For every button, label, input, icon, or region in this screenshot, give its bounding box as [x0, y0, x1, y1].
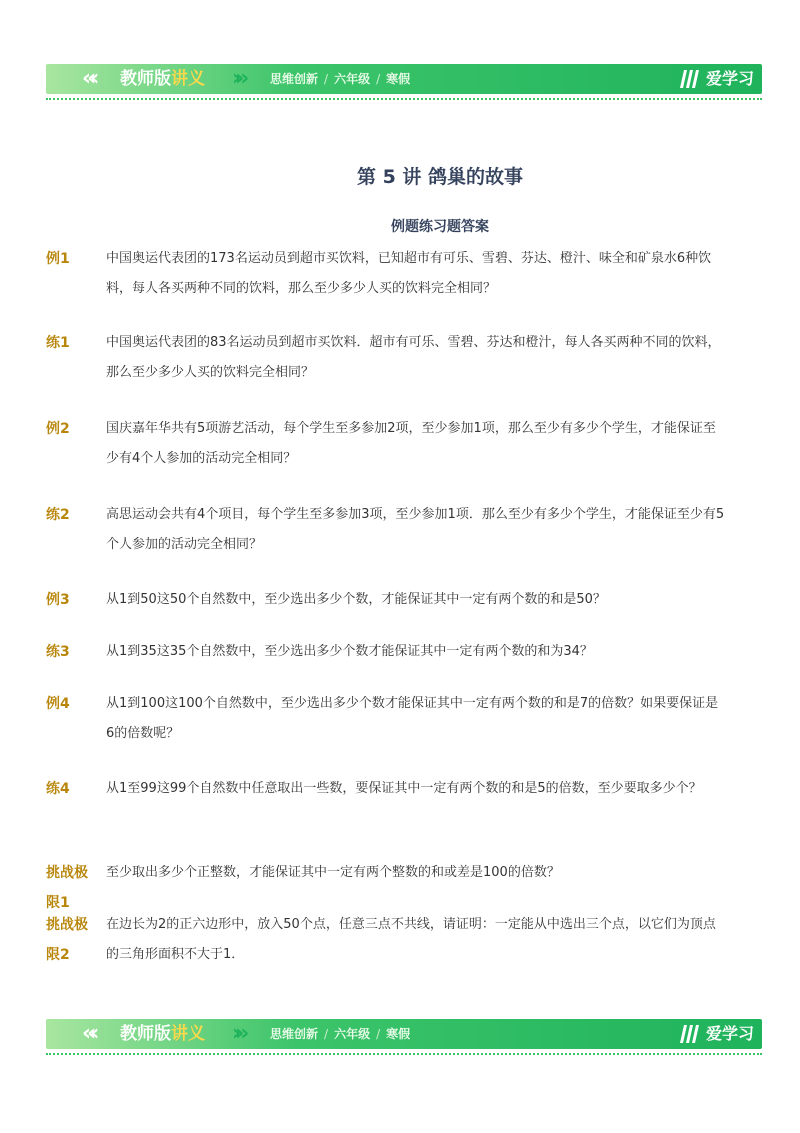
problem-text: 中国奥运代表团的83名运动员到超市买饮料．超市有可乐、雪碧、芬达和橙汁，每人各买两种不同的饮料，那么至少多少人买的饮料完全相同？	[106, 335, 721, 380]
breadcrumb-item: 寒假	[386, 1027, 411, 1041]
page-subtitle: 例题练习题答案	[391, 219, 489, 235]
breadcrumb-item: 思维创新	[270, 1027, 319, 1041]
edition-label	[120, 68, 205, 90]
brand-name: 爱学习	[705, 69, 754, 88]
problem-label: 例4	[46, 696, 70, 712]
edition-suffix: 讲义	[171, 69, 205, 89]
edition-prefix: 教师版	[120, 1024, 171, 1044]
footer-banner	[46, 1019, 762, 1049]
edition-prefix: 教师版	[120, 69, 171, 89]
double-chevron-right-icon: ›»	[232, 1021, 244, 1046]
problem-label: 例3	[46, 592, 70, 608]
breadcrumb-item: 寒假	[386, 72, 411, 86]
breadcrumb-separator: /	[324, 72, 329, 86]
problem-label: 例2	[46, 421, 70, 437]
breadcrumb	[270, 70, 410, 88]
problem-label: 练3	[46, 644, 70, 660]
problem-text: 在边长为2的正六边形中，放入50个点，任意三点不共线，请证明：一定能从中选出三个点，以它们为顶点的三角形面积不大于1．	[106, 917, 716, 962]
problem-label: 练1	[46, 335, 70, 351]
breadcrumb-separator: /	[376, 1027, 381, 1041]
double-chevron-right-icon: ›»	[232, 66, 244, 91]
problem-label: 例1	[46, 251, 70, 267]
breadcrumb-item: 思维创新	[270, 72, 319, 86]
problem-label: 练4	[46, 781, 70, 797]
header-dotted-divider	[46, 98, 762, 100]
brand-logo	[678, 1022, 754, 1046]
problem-text: 至少取出多少个正整数，才能保证其中一定有两个整数的和或差是100的倍数？	[106, 865, 560, 880]
header-banner	[46, 64, 762, 94]
breadcrumb-item: 六年级	[334, 1027, 371, 1041]
problem-text: 中国奥运代表团的173名运动员到超市买饮料，已知超市有可乐、雪碧、芬达、橙汁、味全和矿泉水6种饮料，每人各买两种不同的饮料，那么至少多少人买的饮料完全相同？	[106, 251, 712, 296]
problem-label: 挑战极限1	[46, 865, 88, 911]
double-chevron-left-icon: «‹	[82, 1021, 94, 1046]
edition-label	[120, 1023, 205, 1045]
brand-mark-icon	[678, 1023, 702, 1045]
problem-text: 国庆嘉年华共有5项游艺活动，每个学生至多参加2项，至少参加1项，那么至少有多少个学生，才能保证至少有4个人参加的活动完全相同？	[106, 421, 716, 466]
brand-logo	[678, 67, 754, 91]
breadcrumb-separator: /	[324, 1027, 329, 1041]
double-chevron-left-icon: «‹	[82, 66, 94, 91]
problem-text: 从1至99这99个自然数中任意取出一些数，要保证其中一定有两个数的和是5的倍数，至少要取多少个？	[106, 781, 702, 796]
problem-text: 高思运动会共有4个项目，每个学生至多参加3项，至少参加1项．那么至少有多少个学生，才能保证至少有5个人参加的活动完全相同？	[106, 507, 725, 552]
problem-text: 从1到50这50个自然数中，至少选出多少个数，才能保证其中一定有两个数的和是50？	[106, 592, 606, 607]
problem-label: 练2	[46, 507, 70, 523]
breadcrumb	[270, 1025, 410, 1043]
breadcrumb-item: 六年级	[334, 72, 371, 86]
problem-label: 挑战极限2	[46, 917, 88, 963]
edition-suffix: 讲义	[171, 1024, 205, 1044]
breadcrumb-separator: /	[376, 72, 381, 86]
footer-dotted-divider	[46, 1053, 762, 1055]
page-title: 第 5 讲 鸽巢的故事	[356, 166, 524, 188]
brand-mark-icon	[678, 68, 702, 90]
problem-text: 从1到35这35个自然数中，至少选出多少个数才能保证其中一定有两个数的和为34？	[106, 644, 593, 659]
problem-text: 从1到100这100个自然数中，至少选出多少个数才能保证其中一定有两个数的和是7的倍数？如果要保证是6的倍数呢？	[106, 696, 719, 741]
brand-name: 爱学习	[705, 1024, 754, 1043]
